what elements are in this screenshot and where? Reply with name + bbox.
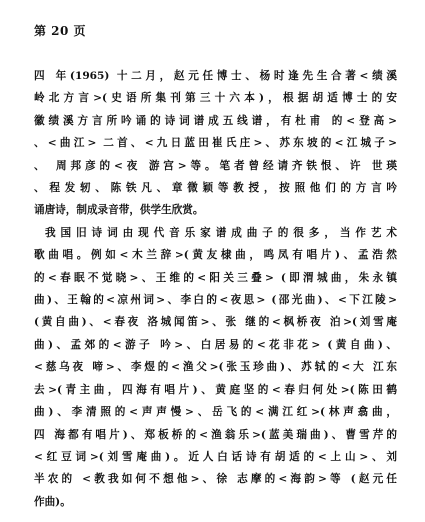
text-line: 徽绩溪方言所吟诵的诗词谱成五线谱，有杜甫 的<登高> <box>34 114 397 127</box>
text-line: 四 年(1965) 十二月，赵元任博士、杨时逢先生合著<绩溪 <box>34 70 397 82</box>
text-line: 歌曲唱。例如<木兰辞>(黄友棣曲，鸣凤有唱片)、孟浩然 <box>34 249 397 262</box>
text-line: <红豆词>(刘雪庵曲)。近人白话诗有胡适的<上山>、刘 <box>34 450 397 463</box>
text-line: 去>(青主曲，四海有唱片)、黄庭坚的<春归何处>(陈田鹤 <box>34 383 397 396</box>
text-line: 、<曲江> 二首、<九日蓝田崔氏庄>、苏东坡的<江城子> <box>34 137 397 150</box>
text-line: 曲)、王翰的<凉州词>、李白的<夜思> (邵光曲)、<下江陵> <box>34 294 397 307</box>
text-line: 我国旧诗词由现代音乐家谱成曲子的很多，当作艺术 <box>45 226 397 239</box>
text-line: 诵唐诗，制成录音带，供学生欣赏。 <box>34 204 204 217</box>
text-line: 作曲)。 <box>34 495 71 508</box>
paragraph-2 <box>34 222 397 513</box>
text-line: 曲)、李清照的<声声慢>、岳飞的<满江红>(林声翕曲， <box>34 406 397 419</box>
paragraph-1 <box>34 65 397 222</box>
text-line: 四 海都有唱片)、郑板桥的<渔翁乐>(蓝美瑞曲)、曹雪芹的 <box>34 428 397 441</box>
text-line: 曲)、孟郊的<游子 吟>、白居易的<花非花> (黄自曲)、 <box>34 338 397 351</box>
page-number: 第 20 页 <box>34 24 87 38</box>
text-line: 半农的 <教我如何不想他>、徐 志摩的<海韵>等 (赵元任 <box>34 473 397 486</box>
text-line: 岭北方言>(史语所集刊第三十六本)，根据胡适博士的安 <box>34 92 397 105</box>
text-line: <慈乌夜 啼>、李煜的<渔父>(张玉珍曲)、苏轼的<大 江东 <box>34 361 397 374</box>
text-line: 的<春眠不觉晓>、王维的<阳关三叠> (即渭城曲，朱永镇 <box>34 271 397 284</box>
text-line: 、程发轫、陈铁凡、章微颖等教授，按照他们的方言吟 <box>34 182 397 195</box>
text-line: 、 周邦彦的<夜 游宫>等。笔者曾经请齐铁恨、许 世瑛 <box>34 159 397 172</box>
text-line: (黄自曲)、<春夜 洛城闻笛>、张 继的<枫桥夜 泊>(刘雪庵 <box>34 316 397 329</box>
